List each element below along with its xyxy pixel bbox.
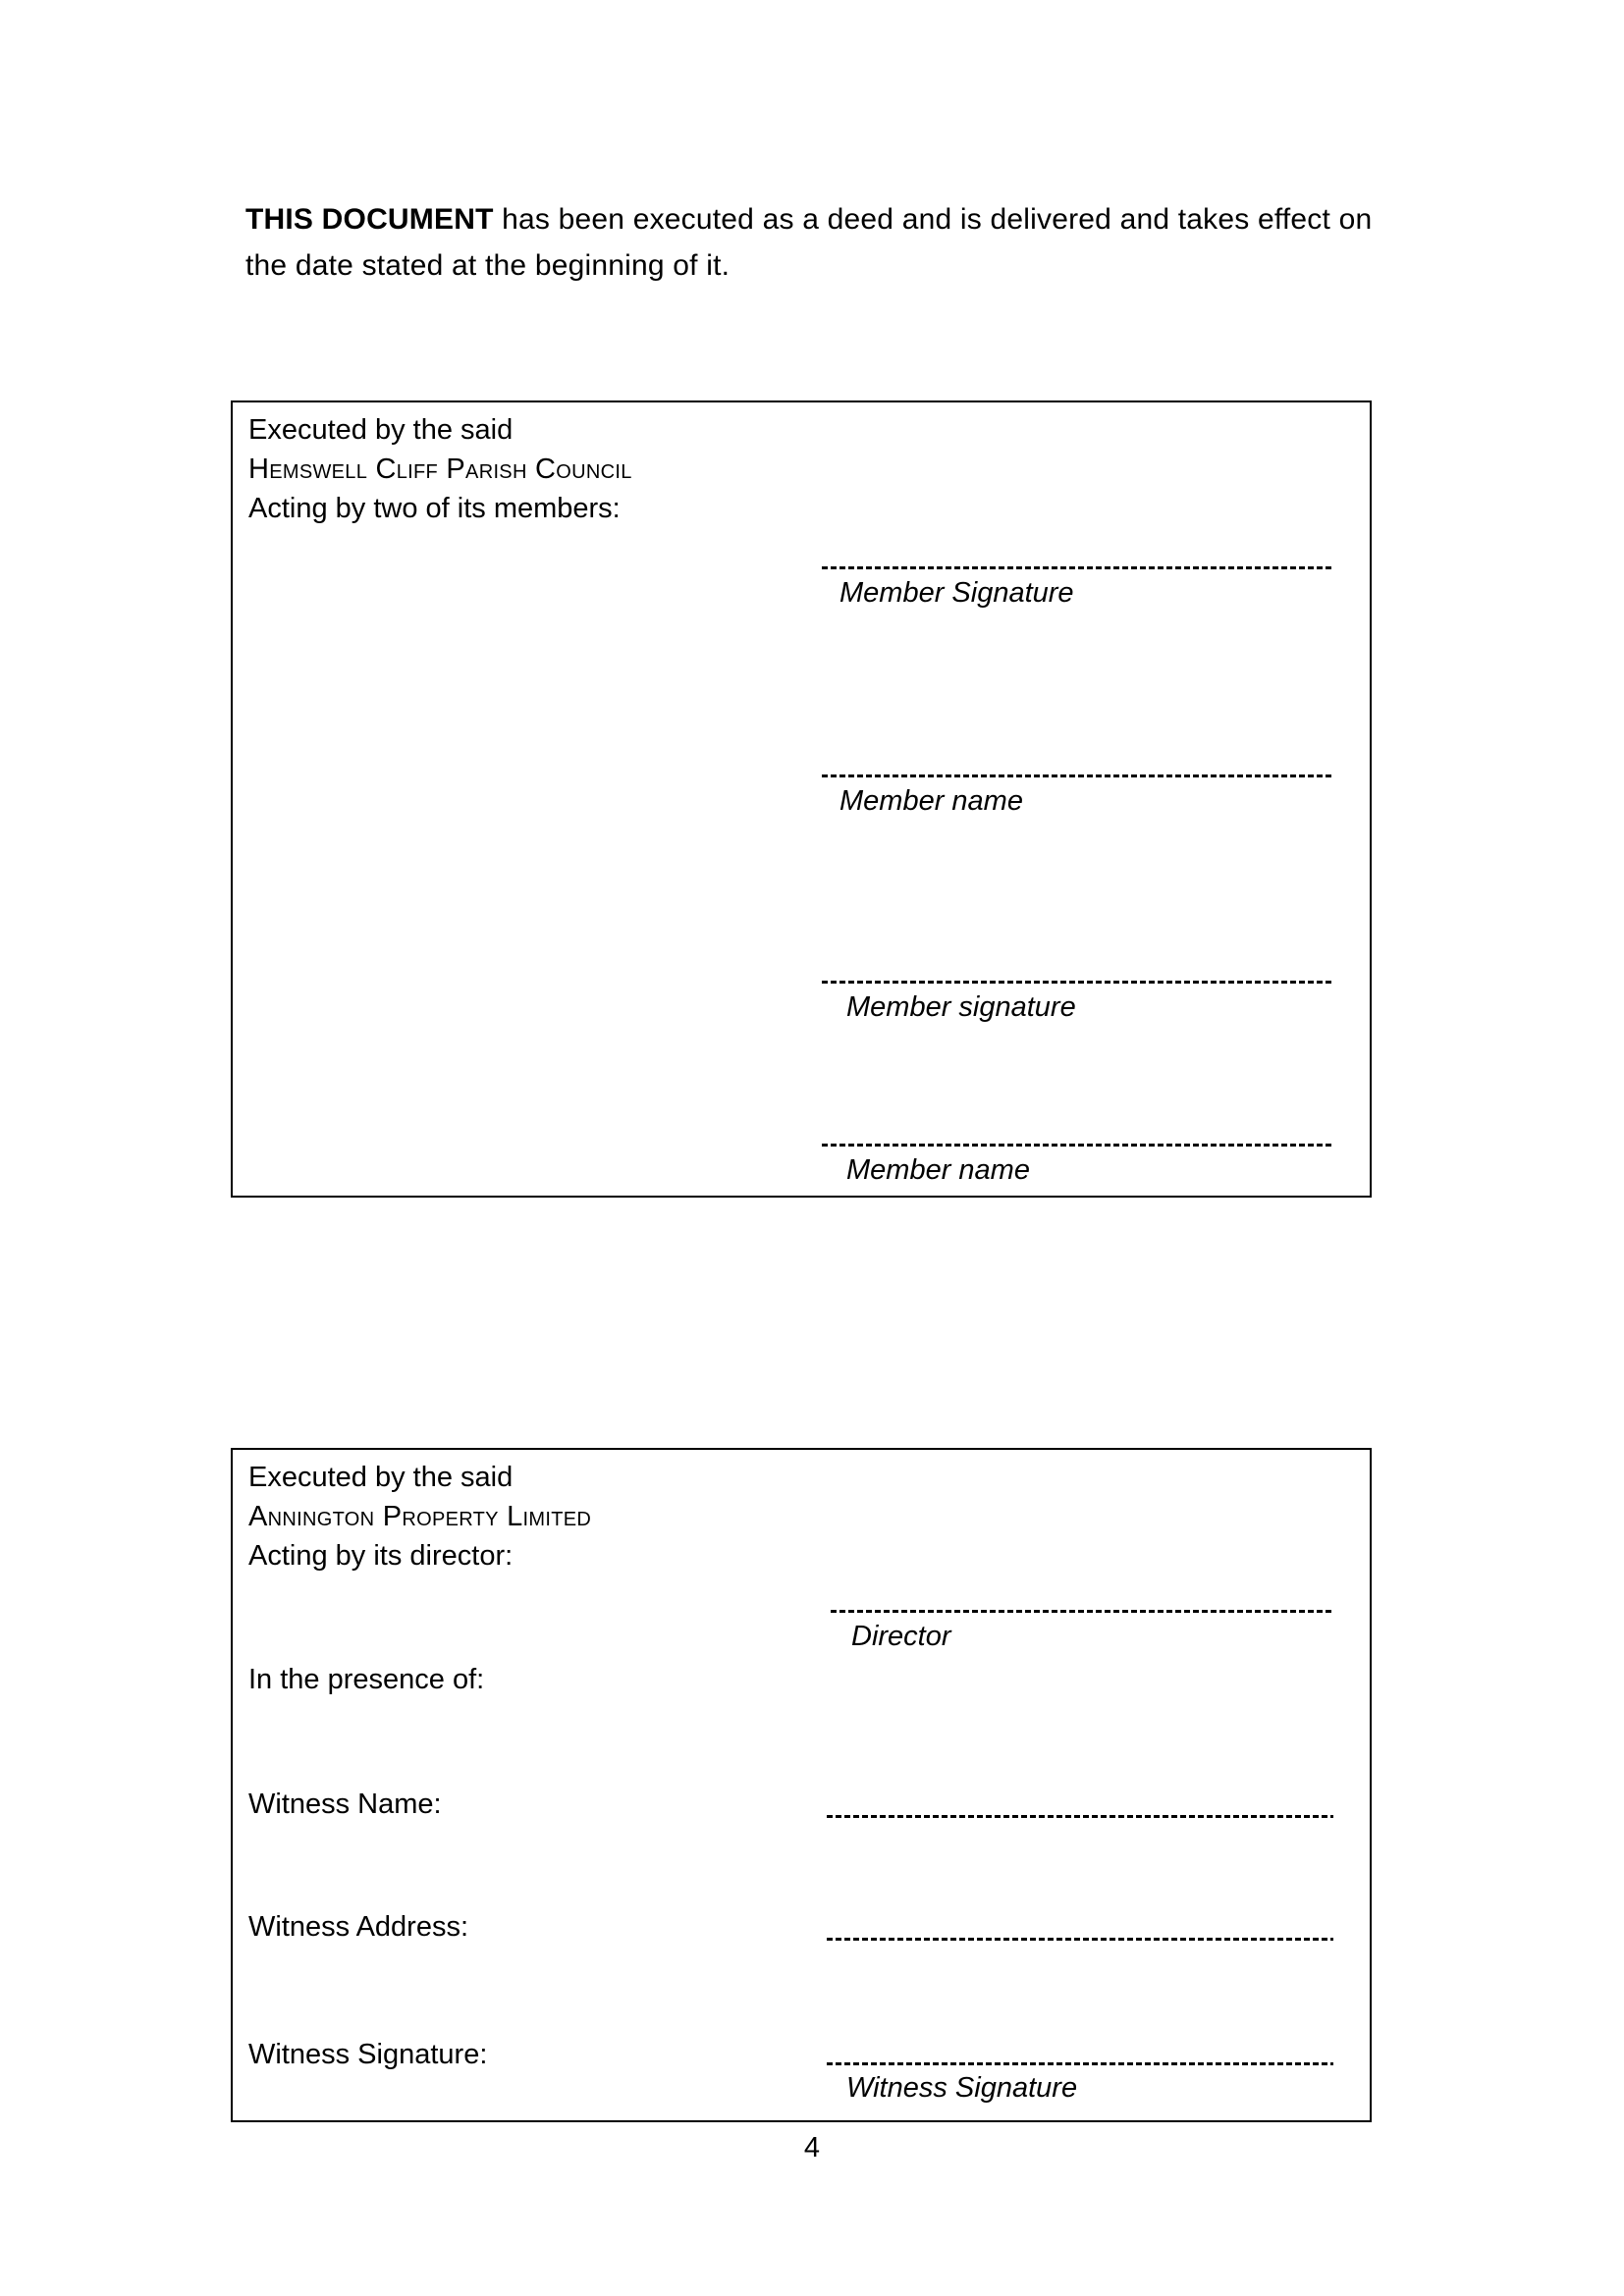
member-name-label-1: Member name: [839, 785, 1023, 817]
member-signature-label-2: Member signature: [846, 991, 1076, 1023]
witness-signature-label: Witness Signature:: [248, 2039, 488, 2070]
company-header: [248, 1458, 591, 1575]
company-executed-line: Executed by the said: [248, 1462, 514, 1493]
council-acting-line: Acting by two of its members:: [248, 493, 621, 524]
execution-box-company: [231, 1448, 1372, 2122]
director-signature-line: [831, 1610, 1333, 1613]
page-number: 4: [803, 2132, 821, 2163]
director-label: Director: [851, 1621, 951, 1652]
intro-bold-text: THIS DOCUMENT: [245, 203, 494, 236]
member-name-line-1: [822, 774, 1333, 777]
company-acting-line: Acting by its director:: [248, 1540, 514, 1572]
intro-line-1: [245, 196, 1404, 242]
council-header: [248, 410, 632, 528]
member-name-line-2: [822, 1144, 1333, 1147]
witness-signature-line: [827, 2062, 1333, 2065]
witness-name-line: [827, 1815, 1333, 1818]
council-party-name: Hemswell Cliff Parish Council: [248, 454, 632, 485]
presence-line: In the presence of:: [248, 1664, 485, 1695]
intro-line-2: the date stated at the beginning of it.: [245, 249, 731, 282]
company-party-name: Annington Property Limited: [248, 1501, 592, 1532]
witness-signature-caption: Witness Signature: [846, 2072, 1078, 2104]
council-executed-line: Executed by the said: [248, 414, 514, 446]
member-signature-label-1: Member Signature: [839, 577, 1074, 609]
member-signature-line-2: [822, 981, 1333, 984]
witness-address-line: [827, 1938, 1333, 1941]
intro-paragraph: [245, 196, 1404, 289]
execution-box-council: [231, 400, 1372, 1198]
witness-address-label: Witness Address:: [248, 1911, 469, 1943]
member-name-label-2: Member name: [846, 1154, 1030, 1186]
witness-name-label: Witness Name:: [248, 1789, 442, 1820]
intro-line-1-rest: has been executed as a deed and is delivered and takes effect on: [493, 203, 1373, 236]
member-signature-line-1: [822, 566, 1333, 569]
